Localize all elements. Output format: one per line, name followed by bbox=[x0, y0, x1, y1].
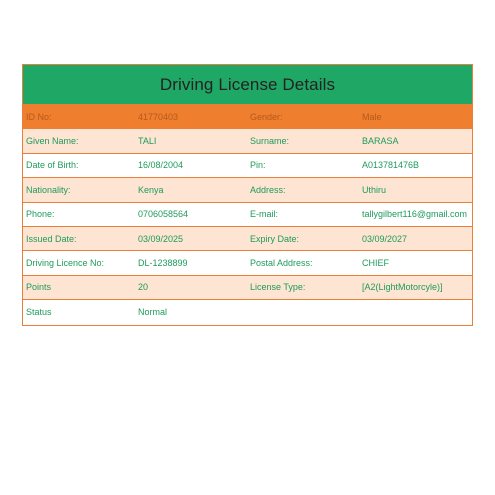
row-label: Given Name: bbox=[26, 136, 79, 147]
table-row bbox=[23, 251, 472, 275]
row-label: License Type: bbox=[250, 282, 306, 293]
row-value: DL-1238899 bbox=[138, 258, 188, 269]
table-row bbox=[23, 300, 472, 324]
table-row bbox=[23, 203, 472, 227]
row-value: 03/09/2025 bbox=[138, 233, 184, 244]
row-label: Phone: bbox=[26, 209, 55, 220]
row-value: 0706058564 bbox=[138, 209, 189, 220]
row-label: Postal Address: bbox=[250, 258, 313, 269]
row-value: CHIEF bbox=[362, 258, 389, 269]
row-value: 41770403 bbox=[138, 111, 179, 122]
details-rows bbox=[23, 105, 472, 325]
row-value: 03/09/2027 bbox=[362, 233, 408, 244]
license-details-table bbox=[22, 64, 473, 326]
row-value: tallygilbert116@gmail.com bbox=[362, 209, 468, 220]
title-bar bbox=[23, 65, 472, 105]
row-value: [A2(LightMotorcyle)] bbox=[362, 282, 443, 293]
row-value: BARASA bbox=[362, 136, 399, 147]
row-value: A013781476B bbox=[362, 160, 420, 171]
row-value: Kenya bbox=[138, 184, 164, 195]
table-row bbox=[23, 129, 472, 153]
row-label: ID No: bbox=[26, 111, 52, 122]
row-value: 16/08/2004 bbox=[138, 160, 184, 171]
row-label: Status bbox=[26, 307, 52, 318]
row-label: Address: bbox=[250, 184, 286, 195]
row-label: Nationality: bbox=[26, 184, 71, 195]
table-row bbox=[23, 154, 472, 178]
table-row bbox=[23, 227, 472, 251]
row-value: 20 bbox=[138, 282, 149, 293]
row-value: Male bbox=[362, 111, 382, 122]
table-row bbox=[23, 178, 472, 202]
row-value: Normal bbox=[138, 307, 168, 318]
row-label: Date of Birth: bbox=[26, 160, 79, 171]
row-value: TALI bbox=[138, 136, 157, 147]
row-label: Surname: bbox=[250, 136, 290, 147]
row-label: Gender: bbox=[250, 111, 283, 122]
row-label: Driving Licence No: bbox=[26, 258, 105, 269]
table-row bbox=[23, 105, 472, 129]
row-label: Pin: bbox=[250, 160, 266, 171]
page-title: Driving License Details bbox=[159, 74, 336, 94]
row-label: Issued Date: bbox=[26, 233, 77, 244]
row-label: Expiry Date: bbox=[250, 233, 300, 244]
row-label: Points bbox=[26, 282, 52, 293]
row-value: Uthiru bbox=[362, 184, 387, 195]
table-row bbox=[23, 276, 472, 300]
row-label: E-mail: bbox=[250, 209, 279, 220]
